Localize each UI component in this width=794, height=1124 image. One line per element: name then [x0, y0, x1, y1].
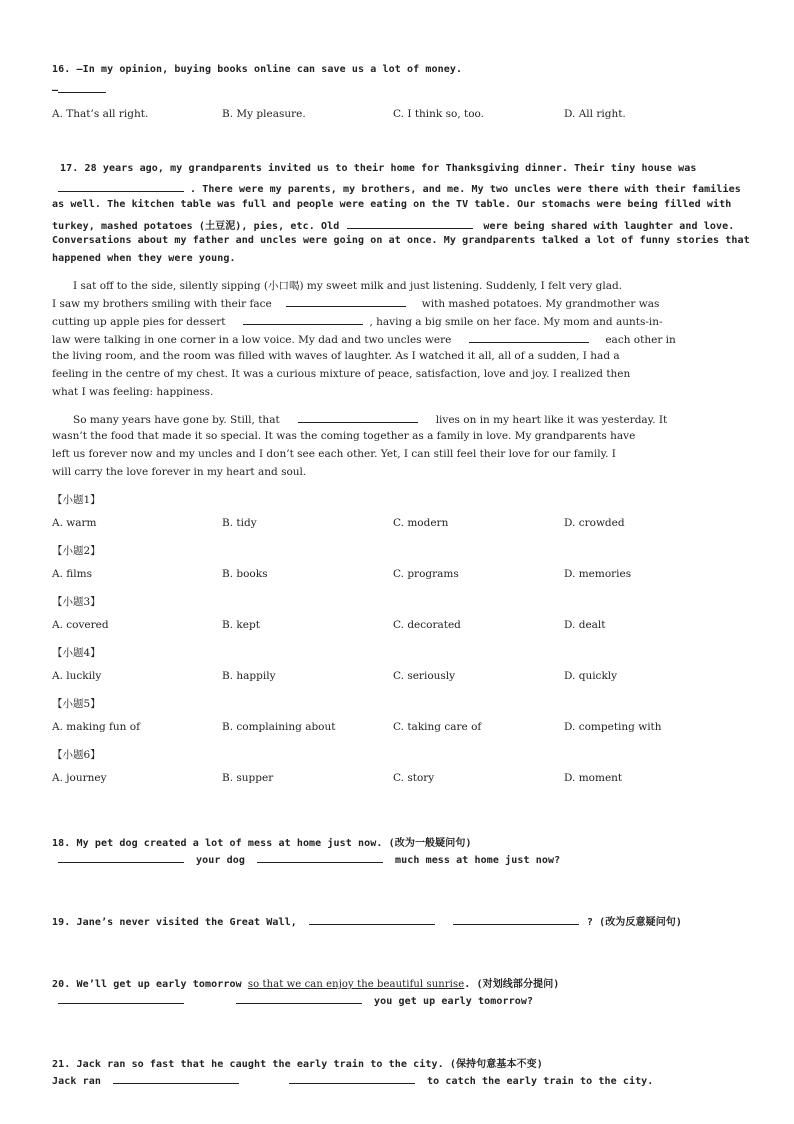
q17-p2-line4-tail: each other in: [605, 334, 676, 346]
q16-option-c[interactable]: C. I think so, too.: [393, 108, 485, 120]
q20-blank-1[interactable]: [58, 993, 184, 1004]
q19-blank-1[interactable]: [309, 914, 435, 925]
subq3-label: 【小题3】: [52, 596, 101, 608]
q16-option-b[interactable]: B. My pleasure.: [222, 108, 306, 120]
q17-p3-line1-tail: lives on in my heart like it was yesterday. It: [435, 414, 668, 426]
q17-p1-line4: [52, 217, 734, 232]
q17-p3-line1-text: So many years have gone by. Still, that: [73, 414, 280, 426]
subq3-option-d[interactable]: D. dealt: [564, 619, 606, 631]
q17-p2-line3: [52, 314, 663, 328]
q16-blank[interactable]: [58, 82, 106, 93]
q16-option-d[interactable]: D. All right.: [564, 108, 626, 120]
q17-p2-line4: [52, 332, 676, 346]
subq5-option-a[interactable]: A. making fun of: [52, 721, 140, 733]
q18-mid: your dog: [196, 855, 245, 866]
q17-p1-line2: [58, 181, 741, 195]
q17-p1-line6: happened when they were young.: [52, 253, 236, 264]
q16-option-a[interactable]: A. That’s all right.: [52, 108, 149, 120]
subq1-option-b[interactable]: B. tidy: [222, 517, 257, 529]
q19-blank-2[interactable]: [453, 914, 579, 925]
q16-stem: 16. —In my opinion, buying books online can save us a lot of money.: [52, 64, 463, 75]
q17-p2-line4-text: law were talking in one corner in a low voice. My dad and two uncles were: [52, 334, 452, 346]
subq6-option-a[interactable]: A. journey: [52, 772, 107, 784]
q21-blank-2[interactable]: [289, 1073, 415, 1084]
subq1-option-d[interactable]: D. crowded: [564, 517, 625, 529]
q20-blank-2[interactable]: [236, 993, 362, 1004]
q17-p2-line7: what I was feeling: happiness.: [52, 386, 214, 398]
q17-p2-line6: feeling in the centre of my chest. It was a curious mixture of peace, satisfaction, love and joy. I realized then: [52, 368, 631, 380]
subq4-label: 【小题4】: [52, 647, 101, 659]
q17-p3-line2: wasn’t the food that made it so special. It was the coming together as a family in love. My grandparents have: [52, 430, 636, 442]
q21-end: to catch the early train to the city.: [426, 1076, 654, 1087]
q17-blank-3[interactable]: [286, 296, 406, 307]
subq5-label: 【小题5】: [52, 698, 101, 710]
q17-p2-line2: [52, 296, 659, 310]
subq6-option-d[interactable]: D. moment: [564, 772, 623, 784]
q17-p1-line4-text: turkey, mashed potatoes (土豆泥), pies, etc. Old: [52, 221, 340, 232]
subq2-option-d[interactable]: D. memories: [564, 568, 632, 580]
q18-end: much mess at home just now?: [394, 855, 561, 866]
q21-stem: 21. Jack ran so fast that he caught the early train to the city. (保持句意基本不变): [52, 1059, 543, 1070]
subq4-option-c[interactable]: C. seriously: [393, 670, 456, 682]
q20-stem: 20. We’ll get up early tomorrow: [52, 979, 242, 990]
q17-p2-line1: I sat off to the side, silently sipping (小口喝) my sweet milk and just listening. Suddenly, I felt very glad.: [73, 280, 623, 292]
subq3-option-a[interactable]: A. covered: [52, 619, 109, 631]
subq6-label: 【小题6】: [52, 749, 101, 761]
subq3-option-b[interactable]: B. kept: [222, 619, 260, 631]
q18-answer-line: [58, 852, 560, 866]
q17-p1-line2-text: . There were my parents, my brothers, and me. My two uncles were there with their families: [190, 184, 741, 195]
q17-blank-1[interactable]: [58, 181, 184, 192]
q16-answer-line: [52, 82, 106, 96]
q17-p1-line3: as well. The kitchen table was full and people were eating on the TV table. Our stomachs were being filled with: [52, 199, 732, 210]
subq6-option-b[interactable]: B. supper: [222, 772, 274, 784]
q17-p2-line2-tail: with mashed potatoes. My grandmother was: [421, 298, 660, 310]
subq5-option-b[interactable]: B. complaining about: [222, 721, 336, 733]
q21-answer-line: [52, 1073, 653, 1087]
q17-p2-line3-text: cutting up apple pies for dessert: [52, 316, 226, 328]
q21-start: Jack ran: [52, 1076, 101, 1087]
subq5-option-d[interactable]: D. competing with: [564, 721, 662, 733]
q19-stem: 19. Jane’s never visited the Great Wall,: [52, 917, 297, 928]
subq4-option-a[interactable]: A. luckily: [52, 670, 102, 682]
q17-p2-line2-text: I saw my brothers smiling with their face: [52, 298, 272, 310]
subq4-option-d[interactable]: D. quickly: [564, 670, 618, 682]
q18-stem: 18. My pet dog created a lot of mess at home just now. (改为一般疑问句): [52, 838, 472, 849]
subq1-option-a[interactable]: A. warm: [52, 517, 97, 529]
q18-blank-1[interactable]: [58, 852, 184, 863]
q20-stem-line: [52, 975, 559, 990]
q17-p1-line4-tail: were being shared with laughter and love.: [483, 221, 735, 232]
subq2-option-b[interactable]: B. books: [222, 568, 268, 580]
subq4-option-b[interactable]: B. happily: [222, 670, 276, 682]
q17-blank-2[interactable]: [347, 218, 473, 229]
subq5-option-c[interactable]: C. taking care of: [393, 721, 482, 733]
q17-blank-5[interactable]: [469, 332, 589, 343]
subq2-option-a[interactable]: A. films: [52, 568, 92, 580]
subq6-option-c[interactable]: C. story: [393, 772, 435, 784]
q17-p3-line3: left us forever now and my uncles and I don’t see each other. Yet, I can still feel their love for our family. I: [52, 448, 616, 460]
q19-line: [52, 913, 682, 928]
q17-p2-line3-tail: , having a big smile on her face. My mom and aunts-in-: [369, 316, 663, 328]
q20-answer-line: [58, 993, 533, 1007]
subq1-label: 【小题1】: [52, 494, 101, 506]
q19-end: ? (改为反意疑问句): [586, 917, 683, 928]
q17-p1-line1: 17. 28 years ago, my grandparents invited us to their home for Thanksgiving dinner. Their tiny house was: [60, 163, 697, 174]
q17-p3-line4: will carry the love forever in my heart and soul.: [52, 466, 307, 478]
q17-blank-4[interactable]: [243, 314, 363, 325]
q17-p3-line1: [73, 412, 667, 426]
subq1-option-c[interactable]: C. modern: [393, 517, 449, 529]
q20-underlined-phrase: so that we can enjoy the beautiful sunrise: [247, 979, 465, 990]
subq2-option-c[interactable]: C. programs: [393, 568, 459, 580]
q17-p2-line5: the living room, and the room was filled with waves of laughter. As I watched it all, all of a sudden, I had a: [52, 350, 620, 362]
q20-tail: . (对划线部分提问): [464, 979, 560, 990]
q18-blank-2[interactable]: [257, 852, 383, 863]
subq3-option-c[interactable]: C. decorated: [393, 619, 461, 631]
q17-p1-line5: Conversations about my father and uncles were going on at once. My grandparents talked a lot of funny stories that: [52, 235, 750, 246]
q16-dash: —: [52, 85, 59, 96]
q20-end: you get up early tomorrow?: [374, 996, 534, 1007]
q17-blank-6[interactable]: [298, 412, 418, 423]
subq2-label: 【小题2】: [52, 545, 101, 557]
q21-blank-1[interactable]: [113, 1073, 239, 1084]
